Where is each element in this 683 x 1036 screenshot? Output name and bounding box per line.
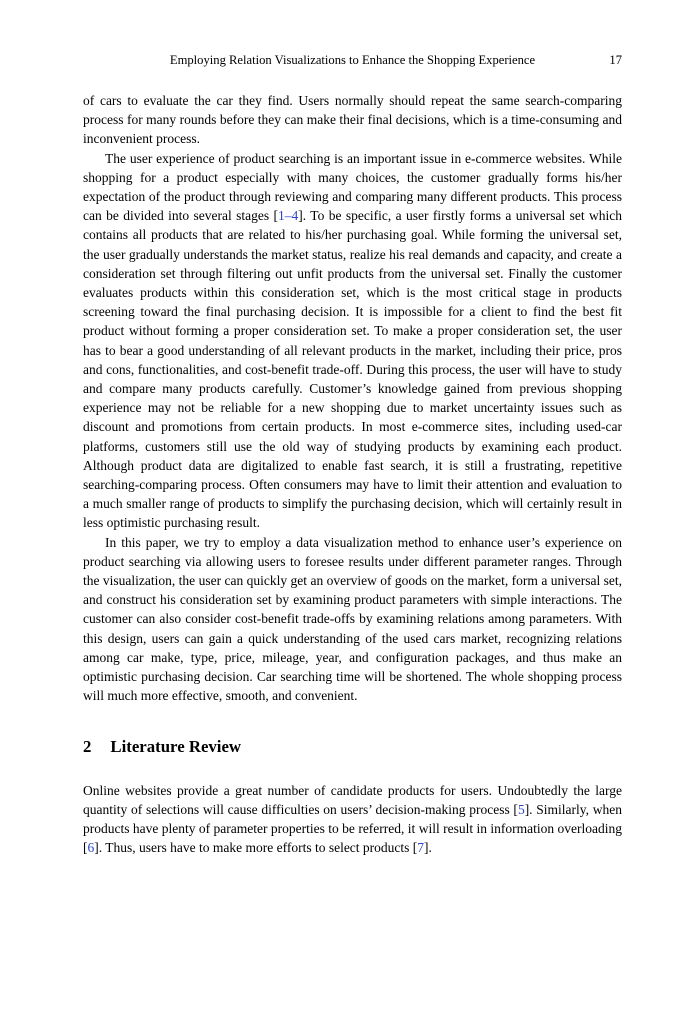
text-run: ]. bbox=[424, 840, 432, 856]
text-run: ]. Similarly, when products have plenty of parameter properties to be referred, it will result in information overloading [ bbox=[83, 801, 623, 856]
running-header bbox=[83, 52, 622, 68]
paragraph bbox=[83, 91, 622, 149]
citation-link[interactable]: 1–4 bbox=[278, 208, 299, 224]
section-number: 2 bbox=[83, 736, 92, 756]
paragraph bbox=[83, 149, 622, 533]
paragraph bbox=[83, 533, 622, 706]
section-heading bbox=[83, 737, 622, 757]
citation-link[interactable]: 5 bbox=[517, 801, 525, 817]
page-number: 17 bbox=[609, 53, 622, 67]
text-run: of cars to evaluate the car they find. Users normally should repeat the same search-comparing process for many rounds before they can make their final decisions, which is a time-consuming and inconvenient process. bbox=[83, 93, 622, 147]
running-title: Employing Relation Visualizations to Enhance the Shopping Experience bbox=[169, 53, 536, 67]
text-run: ]. Thus, users have to make more efforts to select products [ bbox=[94, 840, 418, 856]
paragraph bbox=[83, 781, 622, 858]
text-run: Online websites provide a great number of candidate products for users. Undoubtedly the large quantity of selections will cause difficulties on users’ decision-making process [ bbox=[83, 782, 622, 817]
citation-link[interactable]: 6 bbox=[87, 840, 95, 856]
text-run: In this paper, we try to employ a data visualization method to enhance user’s experience on product searching via allowing users to foresee results under different parameter ranges. Through the visualization, the user can quickly get an overview of goods on the market, form a universal set, and construct his consideration set by examining product parameters with simple interactions. The customer can also consider cost-benefit trade-offs by examining relations among parameters. With this design, users can gain a quick understanding of the used cars market, recognizing relations among car make, type, price, mileage, year, and configuration packages, and thus make an optimistic purchasing decision. Car searching time will be shortened. The whole shopping process will much more effective, smooth, and convenient. bbox=[83, 534, 622, 704]
section-title: Literature Review bbox=[110, 736, 242, 756]
text-run: The user experience of product searching is an important issue in e-commerce websites. While shopping for a product especially with many choices, the customer gradually forms his/her expectation of the product through reviewing and comparing many different products. This process can be divided into several stages [ bbox=[83, 150, 622, 224]
citation-link[interactable]: 7 bbox=[417, 840, 425, 856]
text-run: ]. To be specific, a user firstly forms a universal set which contains all products that are related to his/her purchasing goal. While forming the universal set, the user gradually understands the market status, realize his real demands and capacity, and create a consideration set through filtering out unfit products from the universal set. Finally the customer evaluates products within this consideration set, which is the most critical stage in products screening toward the final purchasing decision. It is impossible for a client to find the best fit product without forming a proper consideration set. To make a proper consideration set, the user has to bear a good understanding of all relevant products in the market, including their price, pros and cons, functionalities, and cost-benefit trade-off. During this process, the user will have to study and compare many products carefully. Customer’s knowledge gained from previous shopping experience may not be reliable for a new shopping due to market uncertainty issues such as discount and promotions from certain products. In most e-commerce sites, including used-car platforms, customers still use the old way of studying products by examining each product. Although product data are digitalized to enable fast search, it is still a frustrating, repetitive searching-comparing process. Often consumers may have to limit their attention and evaluation to a much smaller range of products to simplify the purchasing decision, which will certainly result in less optimistic purchasing result. bbox=[83, 208, 622, 531]
page-body bbox=[83, 91, 622, 857]
